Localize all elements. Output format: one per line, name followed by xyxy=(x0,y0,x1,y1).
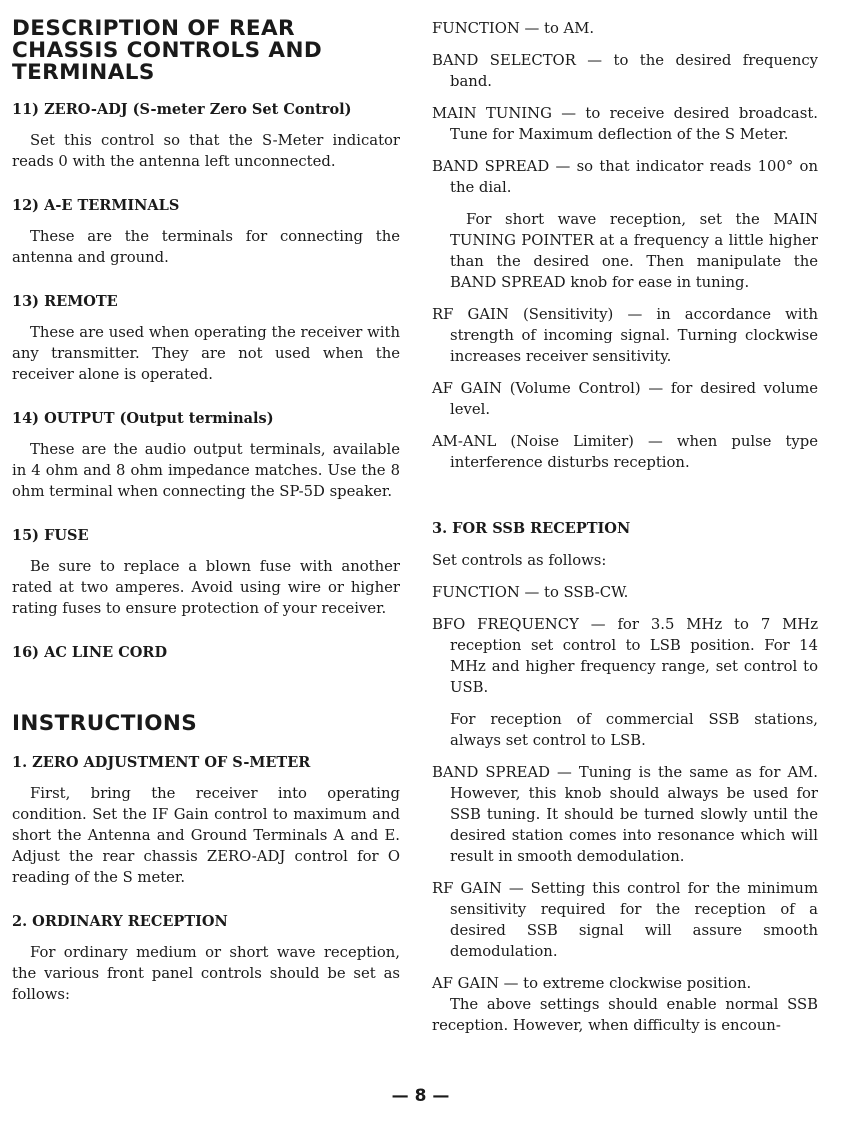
item-band-spread: BAND SPREAD — so that indicator reads 100° on the dial. xyxy=(432,158,818,196)
item-am-anl: AM-ANL (Noise Limiter) — when pulse type interference disturbs reception. xyxy=(432,433,818,471)
paragraph-closing: The above settings should enable normal SSB reception. However, when difficulty is encoun- xyxy=(432,996,818,1034)
item-main-tuning: MAIN TUNING — to receive desired broadcast. Tune for Maximum deflection of the S Meter. xyxy=(432,105,818,143)
paragraph-output: These are the audio output terminals, available in 4 ohm and 8 ohm impedance matches. Use the 8 ohm terminal when connecting the SP-5D speaker. xyxy=(12,441,400,500)
paragraph-zero-adjustment: First, bring the receiver into operating condition. Set the IF Gain control to maximum and short the Antenna and Ground Terminals A and E. Adjust the rear chassis ZERO-ADJ control for O reading of the S meter. xyxy=(12,785,400,886)
section-title-instructions: INSTRUCTIONS xyxy=(12,711,198,736)
heading-zero-adjustment: 1. ZERO ADJUSTMENT OF S-METER xyxy=(12,754,311,771)
page-number: — 8 — xyxy=(391,1086,450,1106)
heading-ae-terminals: 12) A-E TERMINALS xyxy=(12,197,180,214)
heading-ac-line-cord: 16) AC LINE CORD xyxy=(12,644,168,661)
item-rf-gain-ssb: RF GAIN — Setting this control for the minimum sensitivity required for the reception of a desired SSB signal will assure smooth demodulation. xyxy=(432,880,818,960)
item-bfo-frequency: BFO FREQUENCY — for 3.5 MHz to 7 MHz reception set control to LSB position. For 14 MHz and higher frequency range, set control to USB. xyxy=(432,616,818,696)
heading-fuse: 15) FUSE xyxy=(12,527,89,544)
paragraph-remote: These are used when operating the receiver with any transmitter. They are not used when the receiver alone is operated. xyxy=(12,324,400,383)
note-short-wave: For short wave reception, set the MAIN TUNING POINTER at a frequency a little higher than the desired one. Then manipulate the BAND SPREAD knob for ease in tuning. xyxy=(450,211,818,291)
paragraph-ordinary-reception: For ordinary medium or short wave reception, the various front panel controls should be set as follows: xyxy=(12,944,400,1003)
heading-zero-adj: 11) ZERO-ADJ (S-meter Zero Set Control) xyxy=(12,101,352,118)
paragraph-zero-adj: Set this control so that the S-Meter indicator reads 0 with the antenna left unconnected. xyxy=(12,132,400,170)
item-function-ssb: FUNCTION — to SSB-CW. xyxy=(432,584,629,601)
heading-ssb-reception: 3. FOR SSB RECEPTION xyxy=(432,520,631,537)
right-column xyxy=(432,18,818,1036)
note-commercial-ssb: For reception of commercial SSB stations, always set control to LSB. xyxy=(450,711,818,749)
heading-ordinary-reception: 2. ORDINARY RECEPTION xyxy=(12,913,228,930)
item-band-spread-ssb: BAND SPREAD — Tuning is the same as for AM. However, this knob should always be used for SSB tuning. It should be turned slowly until the desired station comes into resonance which will result in smooth demodulation. xyxy=(432,764,818,865)
section-title-rear-chassis: DESCRIPTION OF REAR CHASSIS CONTROLS AND TERMINALS xyxy=(12,16,323,85)
item-function-am: FUNCTION — to AM. xyxy=(432,20,595,37)
item-rf-gain: RF GAIN (Sensitivity) — in accordance with strength of incoming signal. Turning clockwise increases receiver sensitivity. xyxy=(432,306,818,365)
paragraph-fuse: Be sure to replace a blown fuse with another rated at two amperes. Avoid using wire or higher rating fuses to ensure protection of your receiver. xyxy=(12,558,400,617)
heading-output: 14) OUTPUT (Output terminals) xyxy=(12,410,274,427)
paragraph-ae-terminals: These are the terminals for connecting the antenna and ground. xyxy=(12,228,400,266)
heading-remote: 13) REMOTE xyxy=(12,293,118,310)
paragraph-ssb-intro: Set controls as follows: xyxy=(432,552,607,569)
item-af-gain: AF GAIN (Volume Control) — for desired volume level. xyxy=(432,380,818,418)
left-column xyxy=(12,14,400,1005)
item-band-selector: BAND SELECTOR — to the desired frequency band. xyxy=(432,52,818,90)
item-af-gain-ssb: AF GAIN — to extreme clockwise position. xyxy=(432,975,752,992)
